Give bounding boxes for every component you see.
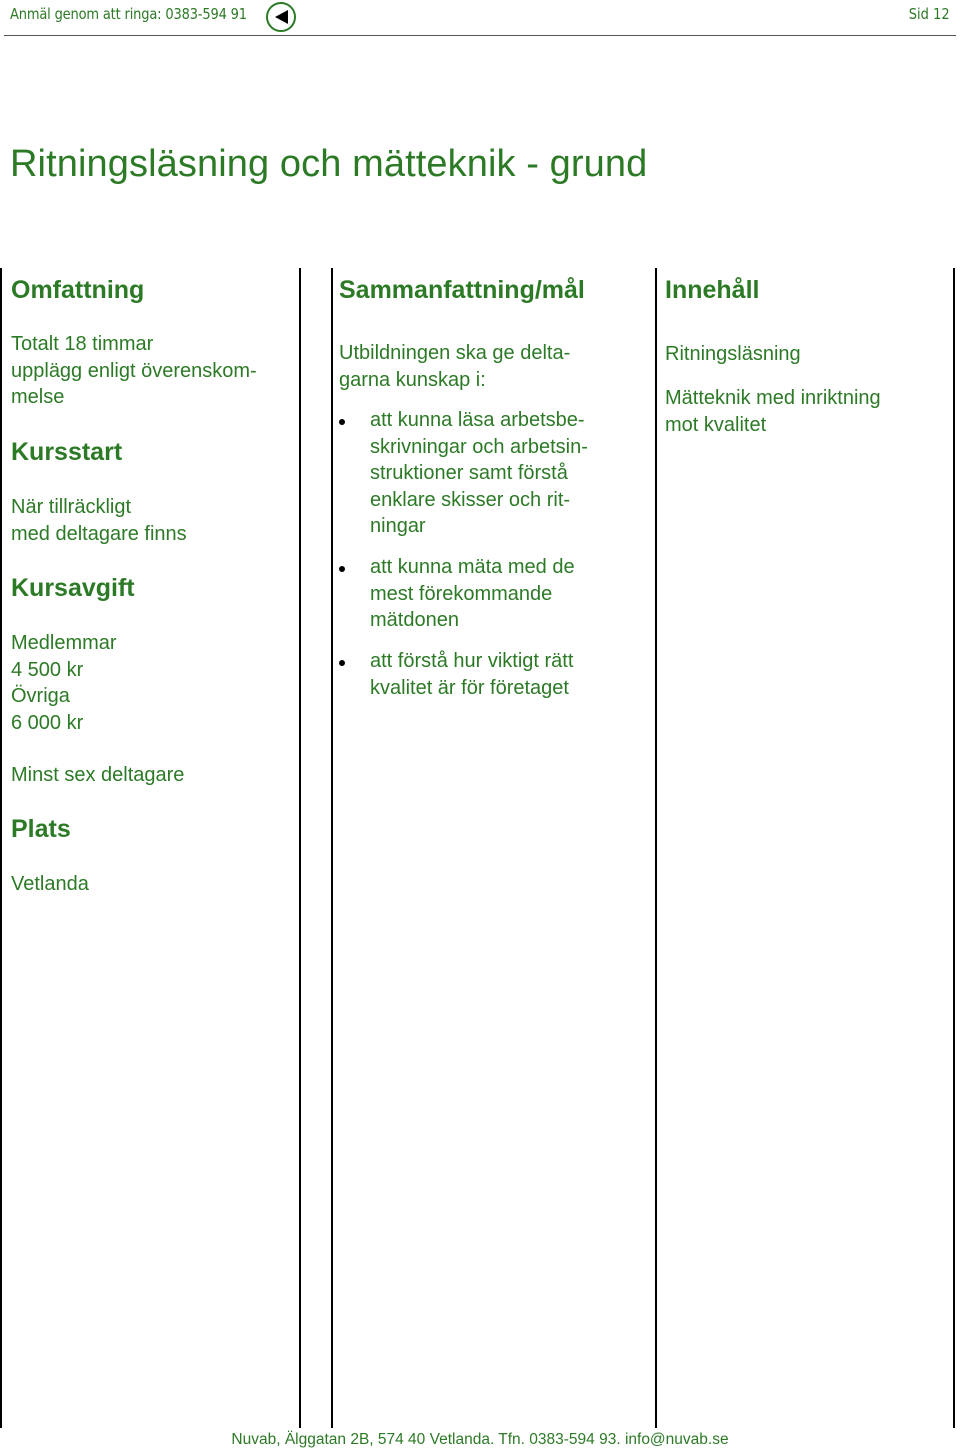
signup-phone-text: Anmäl genom att ringa: 0383-594 91 (10, 5, 247, 23)
kursavgift-line: Medlemmar (11, 632, 117, 654)
kursstart-heading: Kursstart (11, 438, 123, 466)
kursavgift-line: 4 500 kr (11, 658, 84, 681)
omfattning-line: upplägg enligt överenskom- (11, 359, 257, 382)
kursavgift-heading: Kursavgift (11, 574, 135, 602)
page-title: Ritningsläsning och mätteknik - grund (10, 143, 648, 185)
column-divider-right (953, 268, 955, 1428)
bullet-icon (339, 660, 345, 666)
column-divider-left (0, 268, 2, 1428)
column-divider-1 (299, 268, 301, 1428)
omfattning-line: melse (11, 386, 65, 408)
header-divider (4, 35, 956, 36)
plats-value: Vetlanda (11, 873, 89, 895)
summary-heading: Sammanfattning/mål (339, 276, 585, 304)
column-divider-3 (655, 268, 657, 1428)
content-item: Mätteknik med inriktning (665, 387, 881, 409)
column-divider-2 (331, 268, 333, 1428)
back-arrow-icon (275, 10, 288, 24)
minimum-participants: Minst sex deltagare (11, 764, 185, 786)
kursstart-line: När tillräckligt (11, 496, 132, 518)
top-bar (0, 0, 960, 36)
kursstart-line: med deltagare finns (11, 522, 187, 545)
bullet-icon (339, 566, 345, 572)
goal-text: att förstå hur viktigt rätt kvalitet är för företaget (370, 650, 574, 699)
omfattning-line: Totalt 18 timmar (11, 333, 154, 355)
page-number: Sid 12 (909, 5, 950, 23)
summary-intro-line: Utbildningen ska ge delta- (339, 342, 571, 364)
content-heading: Innehåll (665, 276, 760, 304)
back-button[interactable] (266, 2, 296, 32)
footer (0, 1431, 960, 1449)
omfattning-heading: Omfattning (11, 276, 145, 304)
kursavgift-line: Övriga (11, 685, 70, 707)
footer-contact: Nuvab, Älggatan 2B, 574 40 Vetlanda. Tfn. 0383-594 93. info@nuvab.se (231, 1431, 729, 1448)
plats-heading: Plats (11, 815, 71, 843)
goal-text: att kunna läsa arbetsbe- skrivningar och arbetsin- struktioner samt förstå enklare skisser och rit- ningar (370, 409, 588, 537)
summary-intro-line: garna kunskap i: (339, 368, 486, 391)
kursavgift-line: 6 000 kr (11, 711, 84, 734)
bullet-icon (339, 419, 345, 425)
content-item: Ritningsläsning (665, 343, 801, 365)
goal-text: att kunna mäta med de mest förekommande mätdonen (370, 556, 575, 631)
content-item: mot kvalitet (665, 413, 767, 436)
